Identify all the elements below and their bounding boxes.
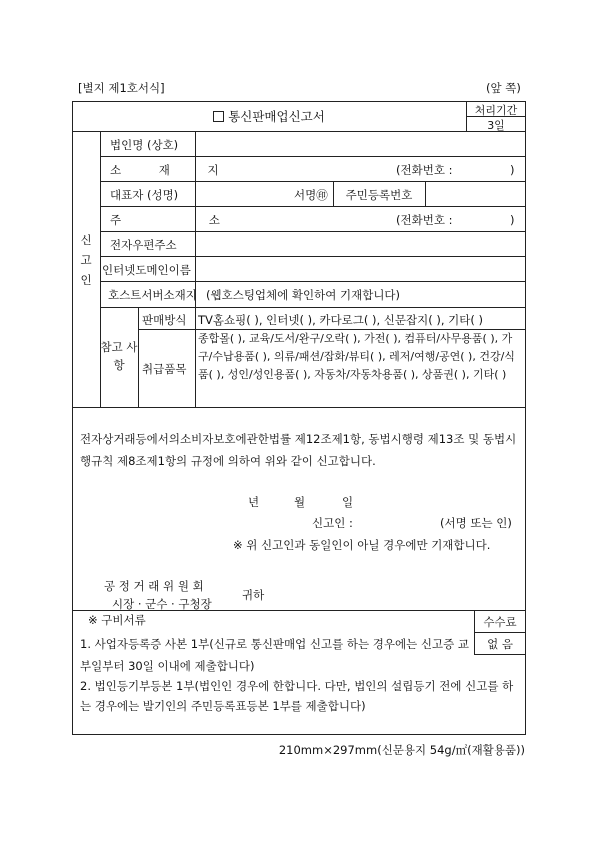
domain-label: 인터넷도메인이름 xyxy=(102,263,191,277)
processing-period-label: 처리기간 xyxy=(474,104,518,117)
phone-label-1: (전화번호 : ) xyxy=(396,163,515,177)
paper-spec: 210mm×297mm(신문용지 54g/㎡(재활용품)) xyxy=(278,743,525,757)
date-day: 일 xyxy=(342,495,354,509)
home-address-label: 주 소 xyxy=(110,213,262,227)
recipient-ftc: 공 정 거 래 위 원 회 xyxy=(104,579,204,593)
section-applicant-label: 신 고 인 xyxy=(80,233,92,287)
items-value: 종합몰( ), 교육/도서/완구/오락( ), 가전( ), 컴퓨터/사무용품( ), 가구/수납용품( ), 의류/패션/잡화/뷰티( ), 레저/여행/공연( ), 건강/식품( ), 성인/성인용품( ), 자동차/자동차용품( ), 상품권( ), 기타( ) xyxy=(198,332,515,381)
host-server-note: (웹호스팅업체에 확인하여 기재합니다) xyxy=(206,288,401,302)
page-side-label: (앞 쪽) xyxy=(486,81,521,95)
reference-label: 참고 사항 xyxy=(100,340,138,372)
date-month: 월 xyxy=(294,495,306,509)
form-title xyxy=(72,107,466,125)
applicant-label: 신고인 : xyxy=(312,516,353,530)
date-year: 년 xyxy=(248,495,260,509)
document-item-2: 2. 법인등기부등본 1부(법인인 경우에 한합니다. 다만, 법인의 설립등기 전에 신고를 하는 경우에는 발기인의 주민등록표등본 1부를 제출합니다) xyxy=(80,679,514,713)
host-server-label: 호스트서버소재지 xyxy=(108,288,197,302)
form-number: [별지 제1호서식] xyxy=(78,81,165,95)
phone-label-2: (전화번호 : ) xyxy=(396,213,515,227)
items-label: 취급품목 xyxy=(142,362,187,376)
declaration-text: 전자상거래등에서의소비자보호에관한법률 제12조제1항, 동법시행령 제13조 및 동법시행규칙 제8조제1항의 규정에 의하여 위와 같이 신고합니다. xyxy=(80,432,517,468)
sales-method-value: TV홈쇼핑( ), 인터넷( ), 카다로그( ), 신문잡지( ), 기타( ) xyxy=(198,313,484,327)
address-label: 소 재 지 xyxy=(110,163,236,177)
document-item-1: 1. 사업자등록증 사본 1부(신규로 통신판매업 신고를 하는 경우에는 신고증 교부일부터 30일 이내에 제출합니다) xyxy=(80,637,469,673)
representative-label: 대표자 (성명) xyxy=(110,188,179,202)
checkbox-icon[interactable] xyxy=(213,111,224,122)
recipient-local: 시장 · 군수 · 구청장 xyxy=(112,597,212,611)
applicant-sign: (서명 또는 인) xyxy=(440,516,512,530)
form-title-text: 통신판매업신고서 xyxy=(228,109,325,124)
resident-no-label: 주민등록번호 xyxy=(345,188,413,202)
email-label: 전자우편주소 xyxy=(110,238,177,252)
sales-method-label: 판매방식 xyxy=(142,313,187,327)
processing-period-value: 3일 xyxy=(487,119,505,132)
fee-label: 수수료 xyxy=(483,615,517,629)
documents-title: ※ 구비서류 xyxy=(88,613,146,627)
signature-seal: 서명㊞ xyxy=(294,188,328,202)
declaration-note: ※ 위 신고인과 동일인이 아닐 경우에만 기재합니다. xyxy=(233,538,491,552)
corp-name-label: 법인명 (상호) xyxy=(110,138,179,152)
recipient-suffix: 귀하 xyxy=(242,588,265,602)
fee-value: 없 음 xyxy=(487,637,513,651)
